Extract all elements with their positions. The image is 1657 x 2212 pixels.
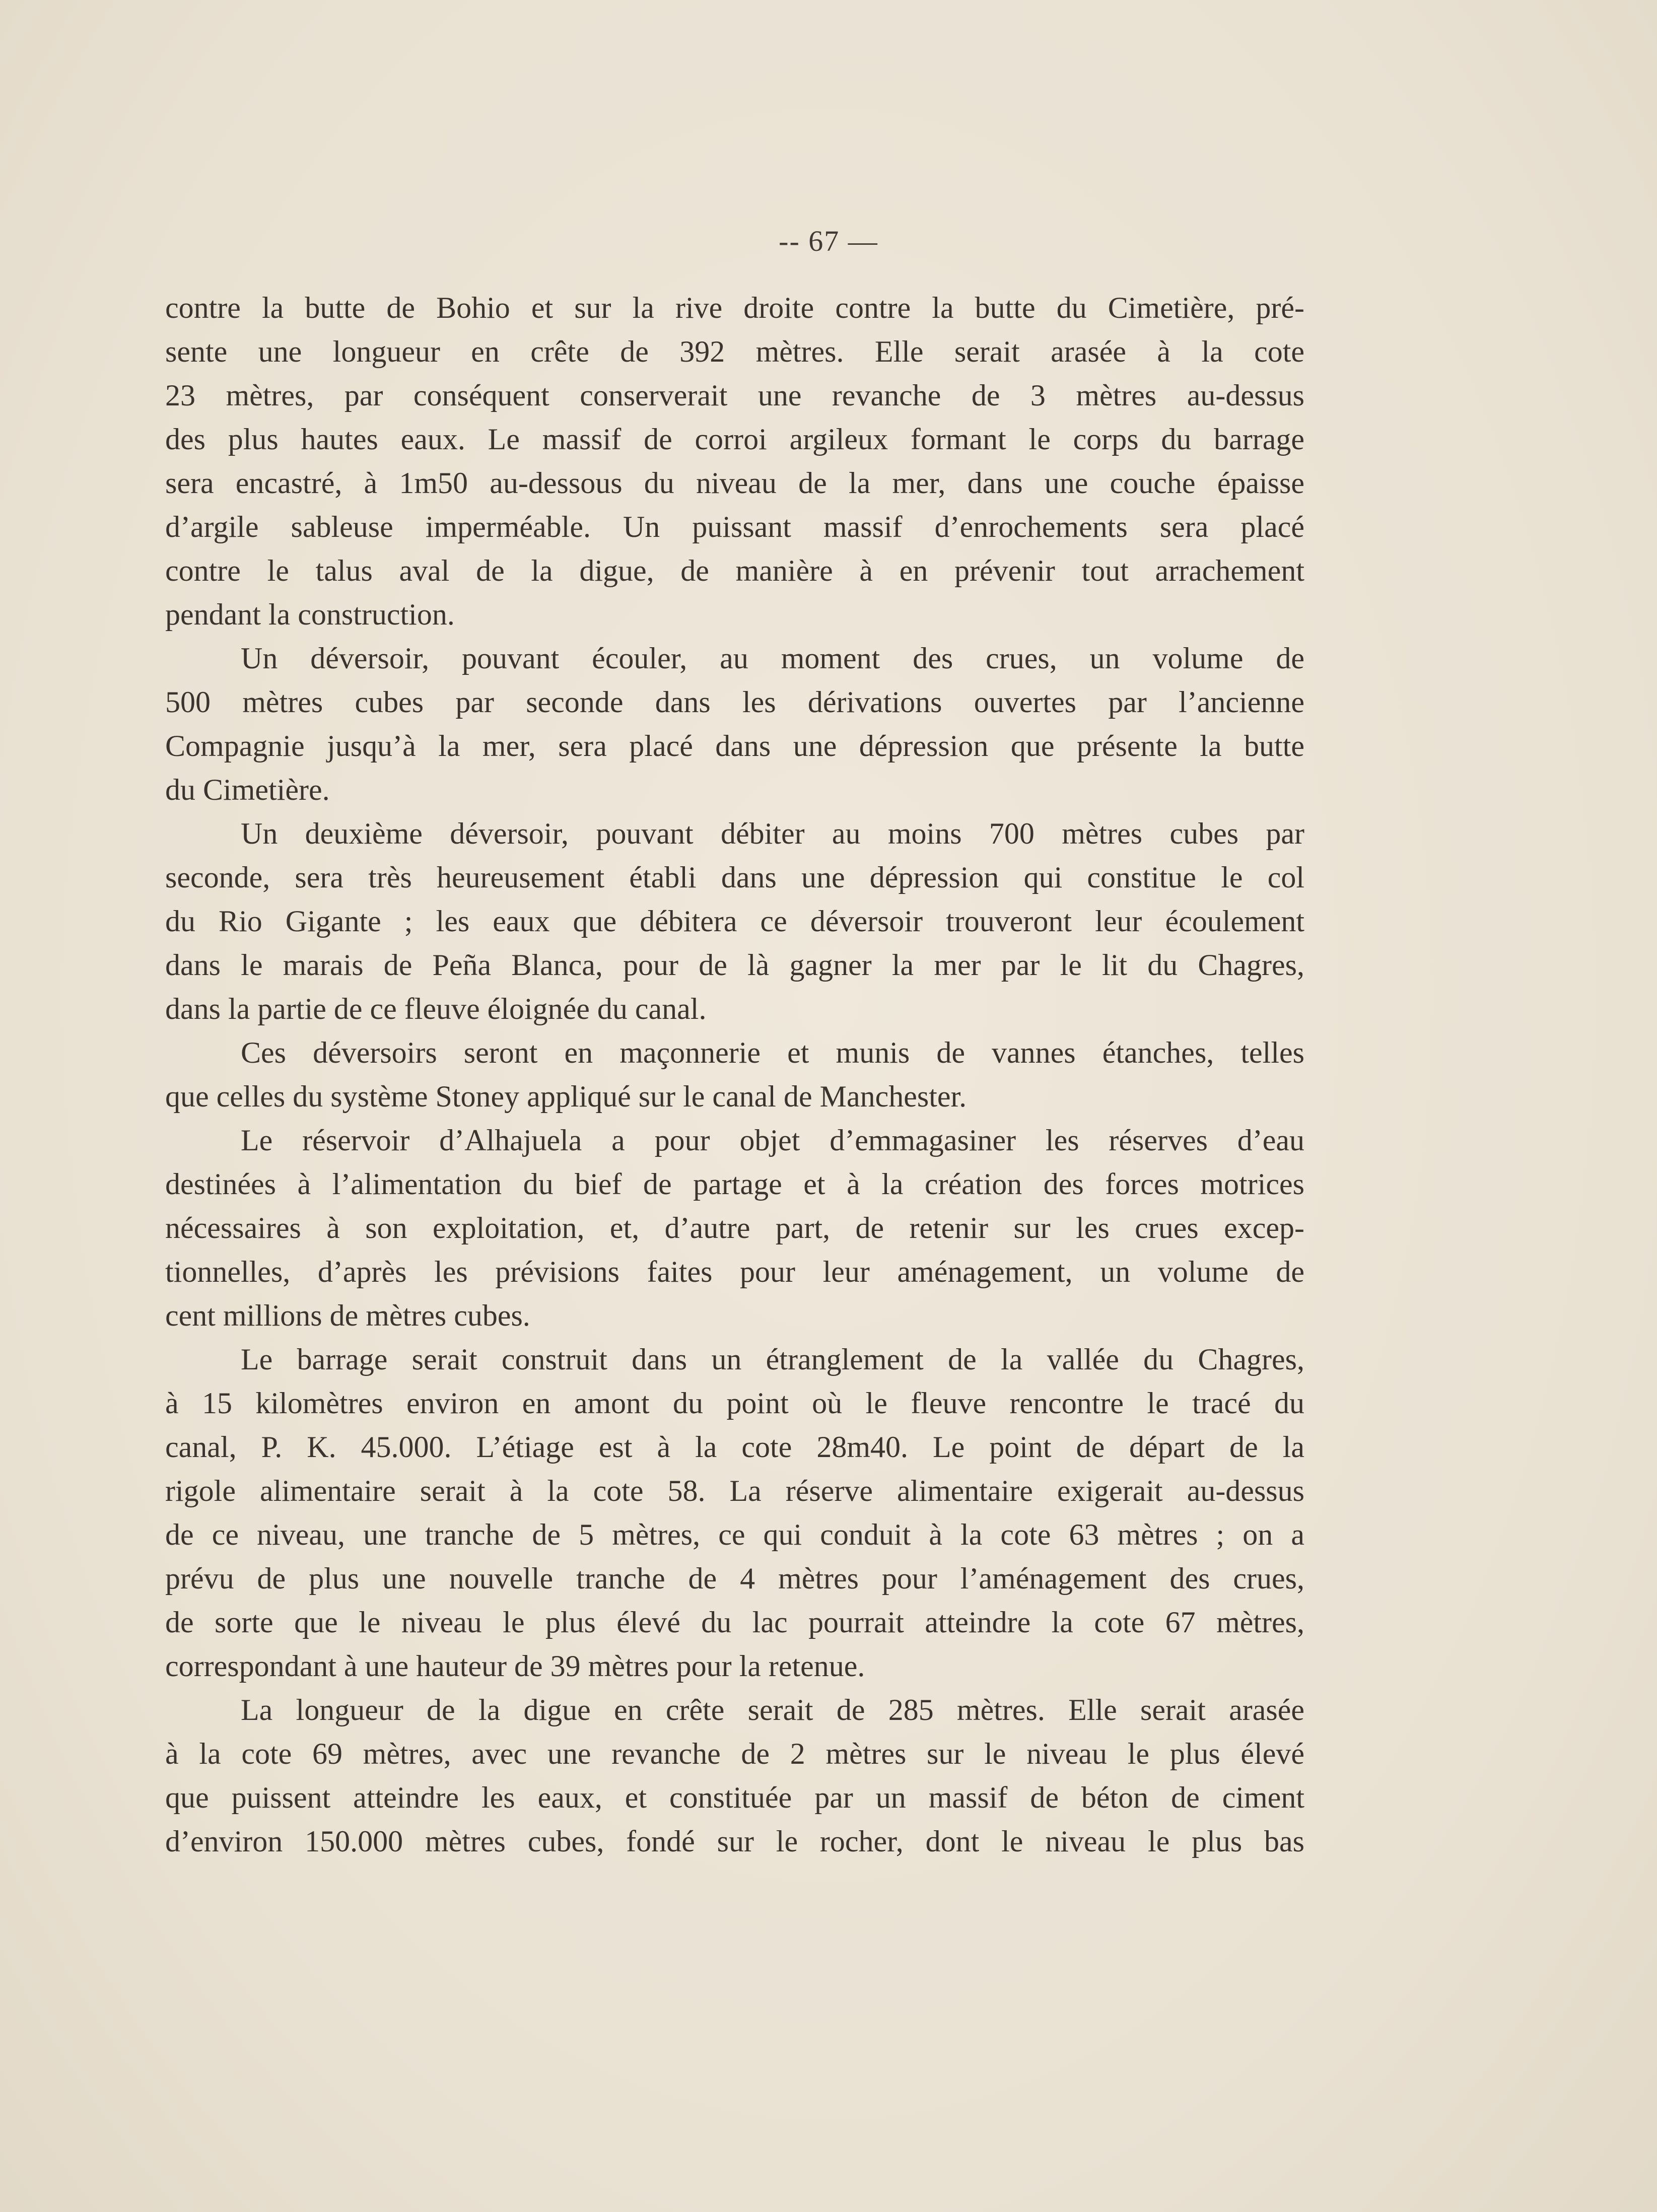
text-line: dans le marais de Peña Blanca, pour de là gagner la mer par le lit du Chagres, [165, 948, 1304, 982]
paragraph [165, 1688, 1304, 1863]
text-line: que celles du système Stoney appliqué sur le canal de Manchester. [165, 1080, 967, 1113]
text-line: de sorte que le niveau le plus élevé du lac pourrait atteindre la cote 67 mètres, [165, 1606, 1304, 1639]
paragraph [165, 1338, 1304, 1688]
page-number: -- 67 — [779, 225, 878, 257]
text-line: Un déversoir, pouvant écouler, au moment des crues, un volume de [241, 642, 1304, 675]
text-line: La longueur de la digue en crête serait de 285 mètres. Elle serait arasée [241, 1693, 1304, 1726]
text-line: du Cimetière. [165, 773, 330, 806]
text-line: seconde, sera très heureusement établi dans une dépression qui constitue le col [165, 861, 1304, 894]
paragraph [165, 1119, 1304, 1338]
text-line: 500 mètres cubes par seconde dans les dérivations ouvertes par l’ancienne [165, 685, 1304, 719]
text-line: sente une longueur en crête de 392 mètres. Elle serait arasée à la cote [165, 335, 1304, 368]
text-line: dans la partie de ce fleuve éloignée du canal. [165, 992, 707, 1025]
text-line: des plus hautes eaux. Le massif de corroi argileux formant le corps du barrage [165, 423, 1304, 456]
text-line: rigole alimentaire serait à la cote 58. La réserve alimentaire exigerait au-dessus [165, 1474, 1304, 1507]
text-line: d’argile sableuse imperméable. Un puissant massif d’enrochements sera placé [165, 510, 1304, 543]
text-line: Un deuxième déversoir, pouvant débiter au moins 700 mètres cubes par [241, 817, 1304, 850]
text-line: que puissent atteindre les eaux, et constituée par un massif de béton de ciment [165, 1781, 1304, 1814]
text-line: Le réservoir d’Alhajuela a pour objet d’emmagasiner les réserves d’eau [241, 1124, 1304, 1157]
text-line: 23 mètres, par conséquent conserverait une revanche de 3 mètres au-dessus [165, 379, 1304, 412]
text-line: de ce niveau, une tranche de 5 mètres, ce qui conduit à la cote 63 mètres ; on a [165, 1518, 1304, 1551]
body-text [165, 286, 1304, 1863]
text-line: correspondant à une hauteur de 39 mètres pour la retenue. [165, 1649, 865, 1683]
paragraph [165, 1031, 1304, 1119]
text-line: Ces déversoirs seront en maçonnerie et munis de vannes étanches, telles [241, 1036, 1304, 1069]
text-line: sera encastré, à 1m50 au-dessous du niveau de la mer, dans une couche épaisse [165, 466, 1304, 500]
paragraph [165, 637, 1304, 812]
text-line: Le barrage serait construit dans un étranglement de la vallée du Chagres, [241, 1343, 1304, 1376]
text-line: tionnelles, d’après les prévisions faites pour leur aménagement, un volume de [165, 1255, 1304, 1288]
text-line: contre le talus aval de la digue, de manière à en prévenir tout arrachement [165, 554, 1304, 587]
text-line: Compagnie jusqu’à la mer, sera placé dans une dépression que présente la butte [165, 729, 1304, 763]
paragraph [165, 812, 1304, 1031]
text-line: cent millions de mètres cubes. [165, 1299, 530, 1332]
text-line: prévu de plus une nouvelle tranche de 4 mètres pour l’aménagement des crues, [165, 1562, 1304, 1595]
text-line: du Rio Gigante ; les eaux que débitera ce déversoir trouveront leur écoulement [165, 905, 1304, 938]
text-line: pendant la construction. [165, 598, 455, 631]
text-line: nécessaires à son exploitation, et, d’autre part, de retenir sur les crues excep- [165, 1211, 1304, 1245]
text-line: à 15 kilomètres environ en amont du point où le fleuve rencontre le tracé du [165, 1387, 1304, 1420]
paragraph [165, 286, 1304, 637]
text-line: à la cote 69 mètres, avec une revanche de 2 mètres sur le niveau le plus élevé [165, 1737, 1304, 1770]
text-line: d’environ 150.000 mètres cubes, fondé sur le rocher, dont le niveau le plus bas [165, 1825, 1304, 1858]
text-line: contre la butte de Bohio et sur la rive droite contre la butte du Cimetière, pré- [165, 291, 1304, 324]
text-line: destinées à l’alimentation du bief de partage et à la création des forces motrices [165, 1167, 1304, 1201]
text-line: canal, P. K. 45.000. L’étiage est à la cote 28m40. Le point de départ de la [165, 1430, 1304, 1464]
